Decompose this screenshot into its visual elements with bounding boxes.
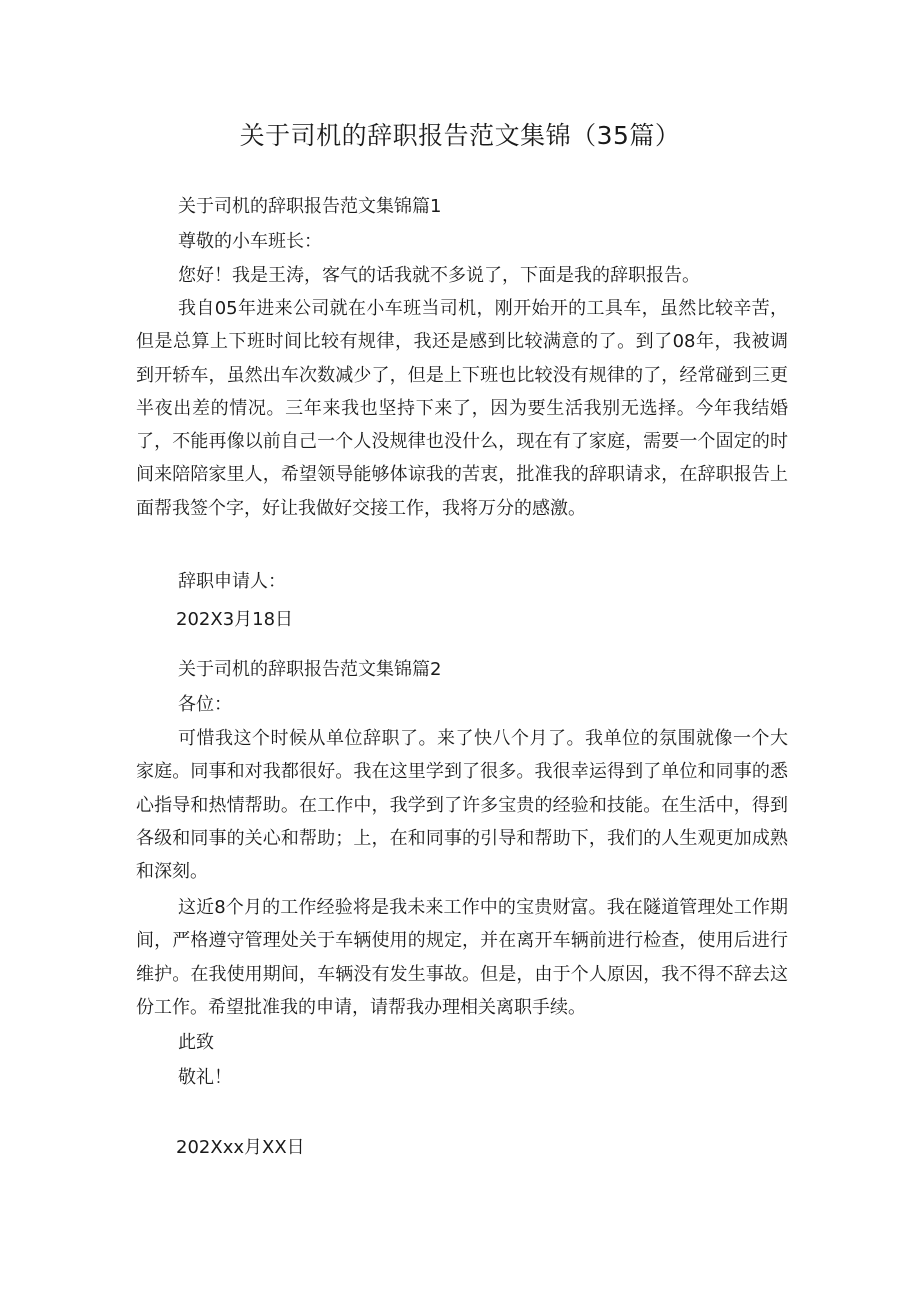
body-paragraph: 这近8个月的工作经验将是我未来工作中的宝贵财富。我在隧道管理处工作期间，严格遵守管理处关于车辆使用的规定，并在离开车辆前进行检查，使用后进行维护。在我使用期间，车辆没有发生事故。但是，由于个人原因，我不得不辞去这份工作。希望批准我的申请，请帮我办理相关离职手续。 [136, 897, 788, 1018]
section-heading: 关于司机的辞职报告范文集锦篇1 [178, 196, 442, 217]
salutation: 尊敬的小车班长： [178, 231, 322, 252]
date-line: 202Xxx月XX日 [176, 1137, 305, 1158]
closing-line: 此致 [178, 1032, 214, 1053]
greeting-paragraph: 您好！我是王涛，客气的话我就不多说了，下面是我的辞职报告。 [178, 265, 700, 286]
salutation: 各位： [178, 694, 232, 715]
section-heading: 关于司机的辞职报告范文集锦篇2 [178, 659, 442, 680]
applicant-label: 辞职申请人： [178, 571, 286, 592]
closing-line: 敬礼！ [178, 1067, 232, 1088]
body-paragraph: 我自05年进来公司就在小车班当司机，刚开始开的工具车，虽然比较辛苦，但是总算上下班时间比较有规律，我还是感到比较满意的了。到了08年，我被调到开轿车，虽然出车次数减少了，但是上下班也比较没有规律的了，经常碰到三更半夜出差的情况。三年来我也坚持下来了，因为要生活我别无选择。今年我结婚了，不能再像以前自己一个人没规律也没什么，现在有了家庭，需要一个固定的时间来陪陪家里人，希望领导能够体谅我的苦衷，批准我的辞职请求，在辞职报告上面帮我签个字，好让我做好交接工作，我将万分的感激。 [136, 298, 788, 519]
page-title: 关于司机的辞职报告范文集锦（35篇） [239, 121, 681, 150]
body-paragraph: 可惜我这个时候从单位辞职了。来了快八个月了。我单位的氛围就像一个大家庭。同事和对我都很好。我在这里学到了很多。我很幸运得到了单位和同事的悉心指导和热情帮助。在工作中，我学到了许多宝贵的经验和技能。在生活中，得到各级和同事的关心和帮助；上，在和同事的引导和帮助下，我们的人生观更加成熟和深刻。 [136, 728, 788, 883]
date-line: 202X3月18日 [176, 609, 294, 630]
